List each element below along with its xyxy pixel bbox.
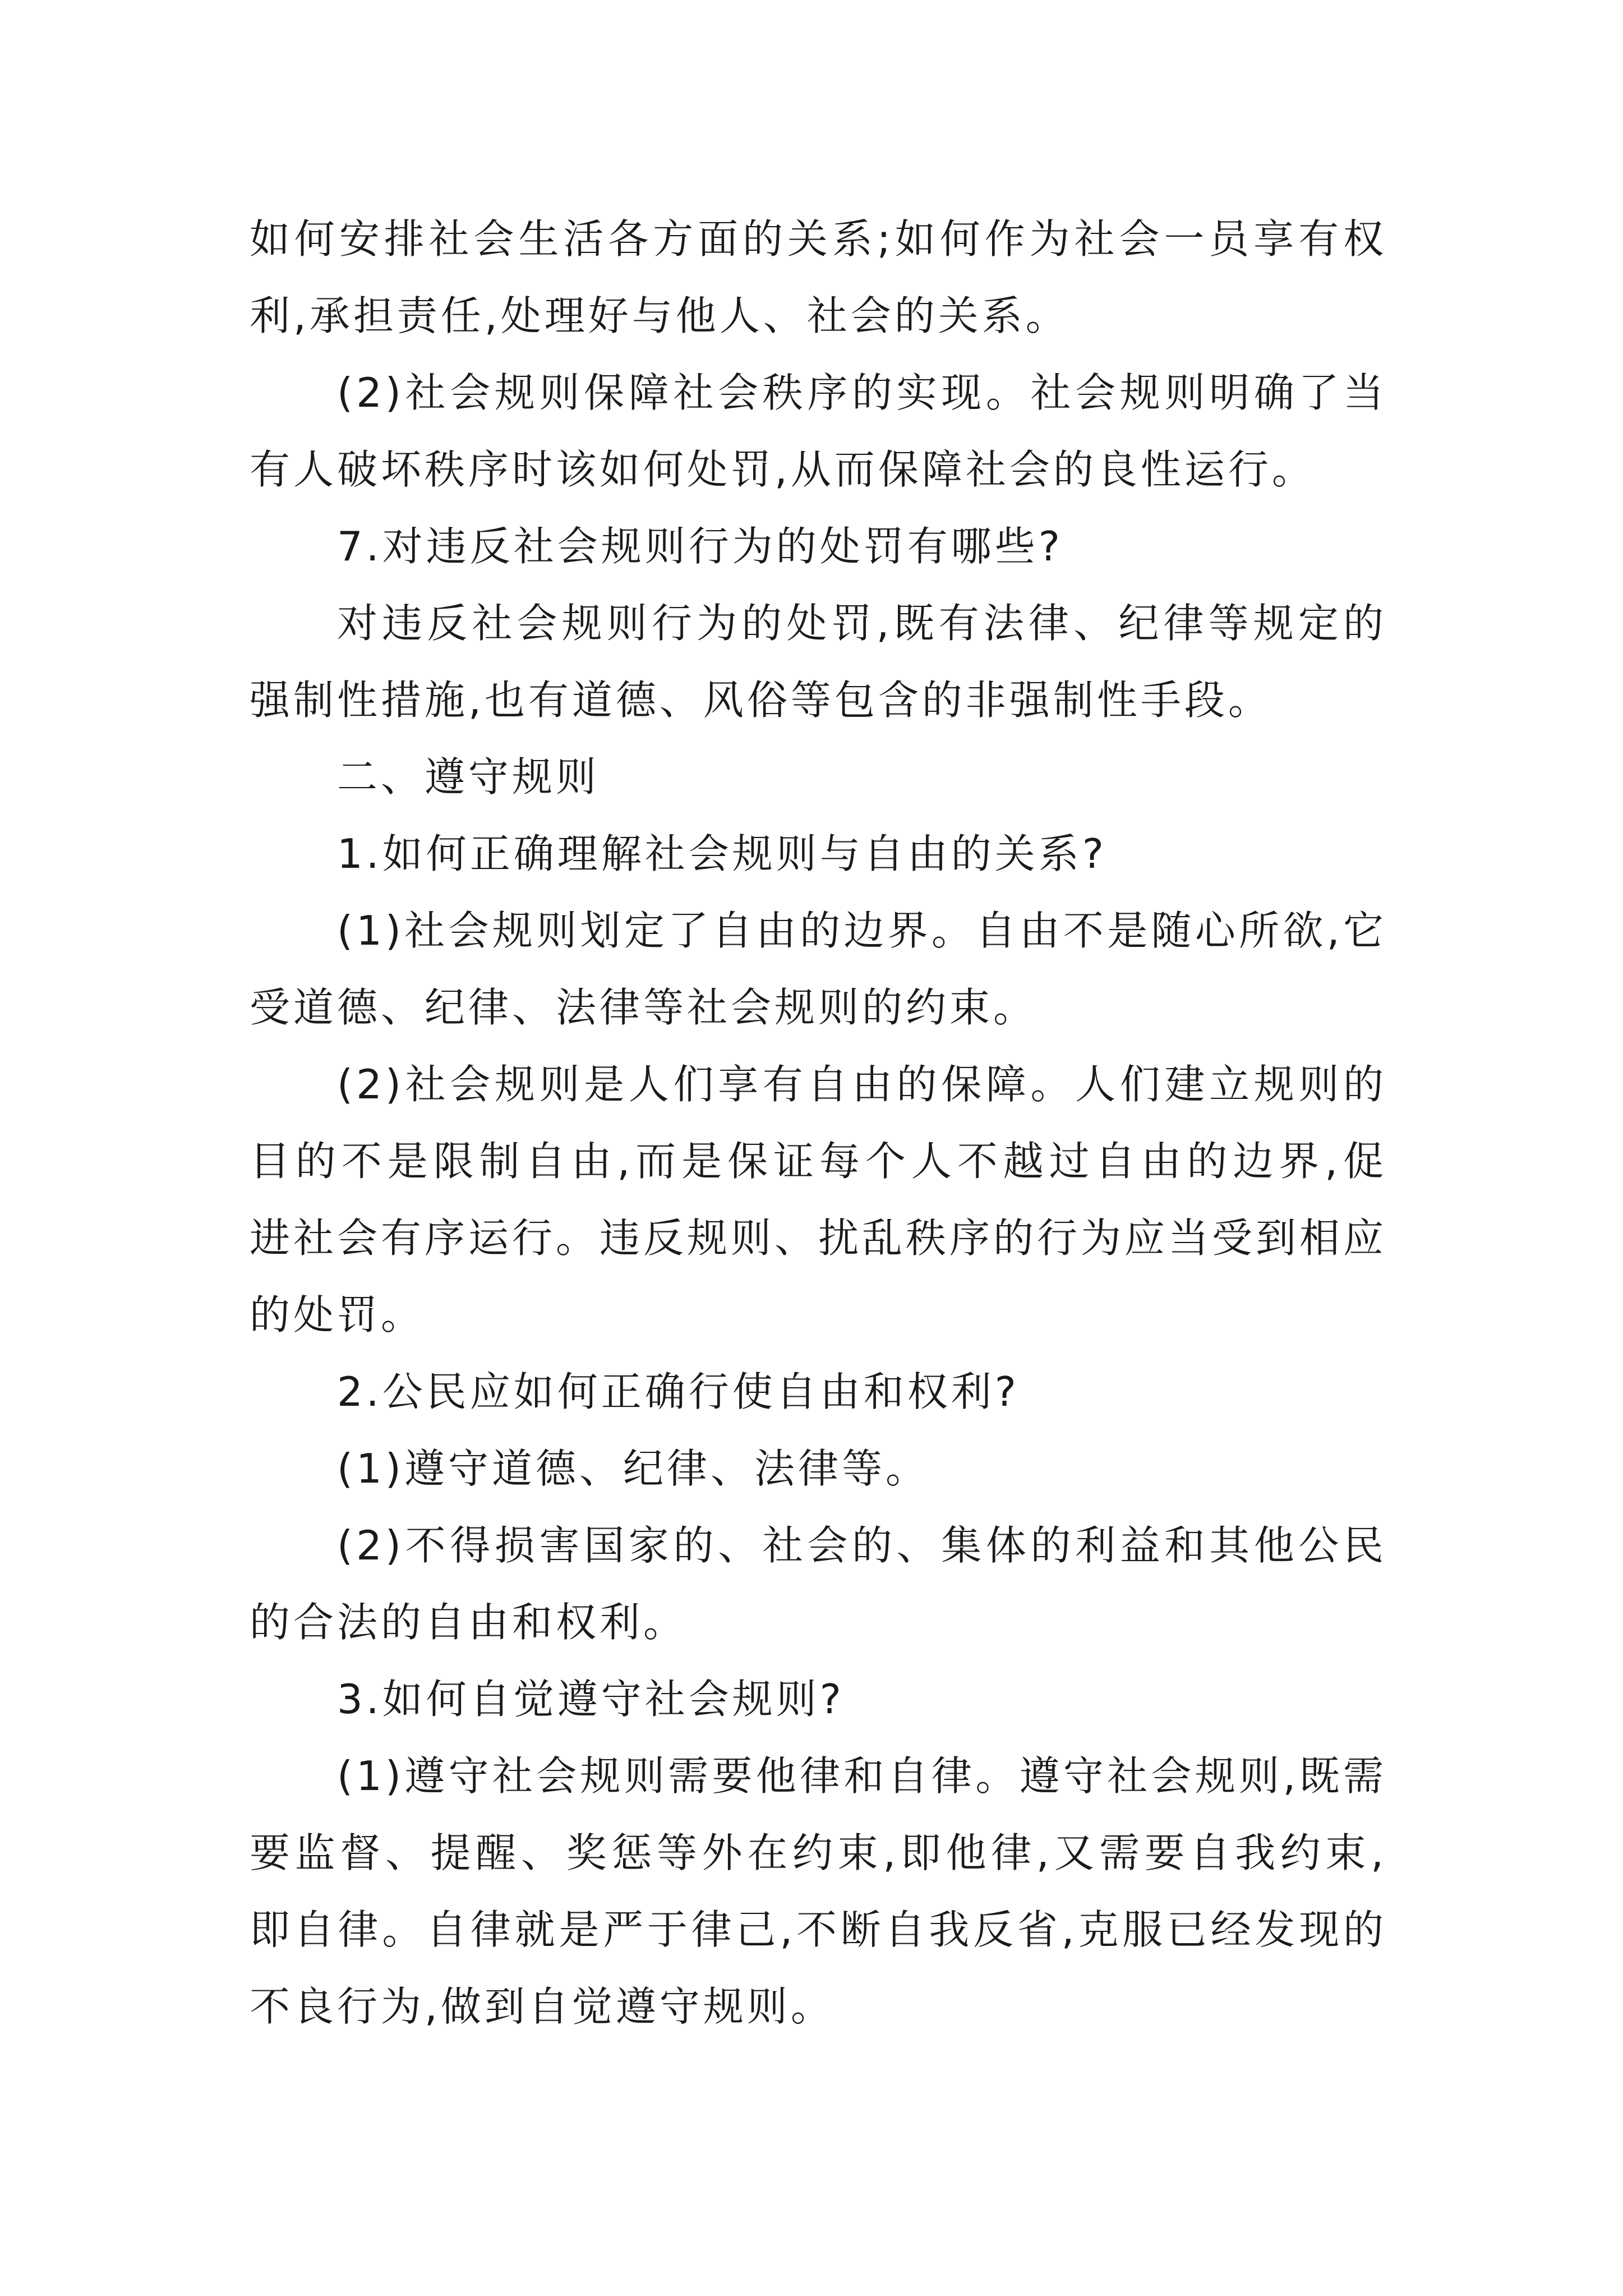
- text-line: 利,承担责任,处理好与他人、社会的关系。: [250, 292, 1069, 339]
- text-line: (1)遵守社会规则需要他律和自律。遵守社会规则,既需: [337, 1752, 1387, 1800]
- text-line: (1)社会规则划定了自由的边界。自由不是随心所欲,它: [337, 907, 1387, 954]
- text-line: 对违反社会规则行为的处罚,既有法律、纪律等规定的: [337, 600, 1387, 647]
- section-heading: 二、遵守规则: [337, 753, 600, 800]
- question-heading: 1.如何正确理解社会规则与自由的关系?: [337, 830, 1107, 877]
- text-line: 有人破坏秩序时该如何处罚,从而保障社会的良性运行。: [250, 446, 1316, 493]
- text-line: 目的不是限制自由,而是保证每个人不越过自由的边界,促: [250, 1138, 1387, 1185]
- text-line: (2)社会规则保障社会秩序的实现。社会规则明确了当: [337, 369, 1387, 416]
- text-line: 即自律。自律就是严于律己,不断自我反省,克服已经发现的: [250, 1906, 1387, 1953]
- text-line: 不良行为,做到自觉遵守规则。: [250, 1983, 834, 2030]
- question-heading: 7.对违反社会规则行为的处罚有哪些?: [337, 523, 1063, 570]
- document-page: [250, 201, 1387, 2045]
- text-line: 的处罚。: [250, 1291, 425, 1338]
- question-heading: 3.如何自觉遵守社会规则?: [337, 1676, 845, 1723]
- text-line: 受道德、纪律、法律等社会规则的约束。: [250, 984, 1038, 1031]
- text-line: 要监督、提醒、奖惩等外在约束,即他律,又需要自我约束,: [250, 1829, 1387, 1876]
- text-line: 强制性措施,也有道德、风俗等包含的非强制性手段。: [250, 677, 1272, 724]
- text-line: (1)遵守道德、纪律、法律等。: [337, 1445, 929, 1492]
- text-line: (2)不得损害国家的、社会的、集体的利益和其他公民: [337, 1522, 1387, 1569]
- text-line: 进社会有序运行。违反规则、扰乱秩序的行为应当受到相应: [250, 1214, 1387, 1262]
- text-line: 如何安排社会生活各方面的关系;如何作为社会一员享有权: [250, 215, 1387, 263]
- question-heading: 2.公民应如何正确行使自由和权利?: [337, 1368, 1020, 1415]
- text-line: 的合法的自由和权利。: [250, 1599, 688, 1646]
- text-line: (2)社会规则是人们享有自由的保障。人们建立规则的: [337, 1061, 1387, 1108]
